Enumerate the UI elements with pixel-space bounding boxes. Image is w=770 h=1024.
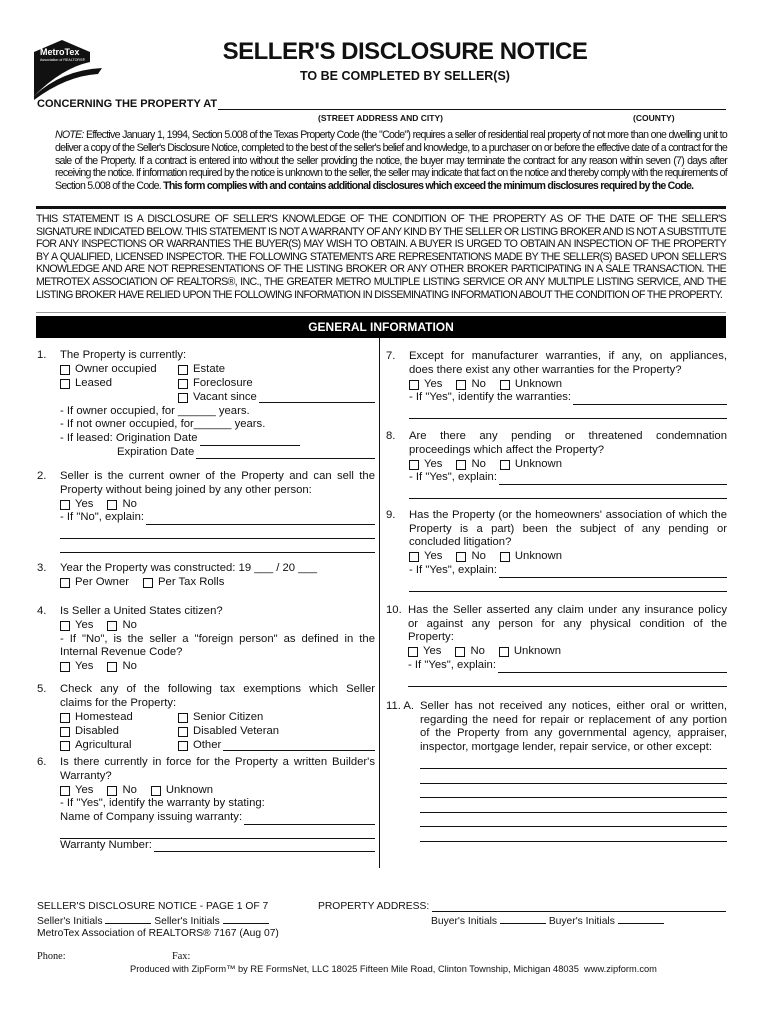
field-label: - If "Yes", explain: [409, 471, 497, 484]
item-number: 1. [37, 349, 47, 361]
street-address-label: (STREET ADDRESS AND CITY) [318, 113, 443, 123]
item-number: 11. A. [386, 700, 415, 712]
checkbox-option[interactable] [178, 377, 296, 391]
checkbox-option[interactable] [107, 498, 136, 512]
checkbox-option[interactable] [107, 784, 136, 798]
item-text: - If "No", is the seller a "foreign person" as defined in the [60, 632, 375, 645]
checkbox-label: Yes [75, 660, 94, 673]
checkbox-option[interactable] [455, 645, 484, 659]
item-text: Property: [408, 631, 454, 644]
note-paragraph [55, 129, 727, 193]
checkbox-option[interactable] [178, 363, 296, 377]
checkbox[interactable] [456, 460, 466, 470]
item-text: Has the Property (or the homeowners' association of which the [409, 509, 727, 521]
item-text: claims for the Property: [60, 696, 177, 709]
item-blank-row [60, 811, 375, 825]
checkbox-option[interactable] [107, 619, 136, 633]
seller-initials-label: Seller's Initials [154, 916, 220, 927]
item-text: Property is a part) been the subject of any pending or [409, 522, 727, 535]
item-text: proceedings which affect the Property? [409, 443, 605, 456]
text-field[interactable] [200, 435, 300, 446]
form-item-3 [37, 562, 375, 590]
checkbox-option[interactable] [500, 550, 562, 564]
form-item-5 [37, 683, 375, 752]
field-label: - If "Yes", explain: [409, 564, 497, 577]
checkbox[interactable] [456, 380, 466, 390]
text-field[interactable] [573, 394, 727, 405]
text-field-line[interactable] [420, 787, 727, 798]
checkbox-label: Foreclosure [193, 376, 253, 389]
checkbox-label: Per Owner [75, 575, 129, 588]
form-item-2 [37, 470, 375, 553]
form-item-8 [386, 430, 727, 499]
checkbox-label: No [122, 783, 137, 796]
footer-property-address-field[interactable] [432, 901, 726, 912]
checkbox-option[interactable] [60, 576, 129, 590]
text-field-line[interactable] [409, 408, 727, 419]
checkbox[interactable] [408, 647, 418, 657]
checkbox[interactable] [60, 786, 70, 796]
checkbox-label: Owner occupied [75, 362, 157, 375]
column-divider [379, 338, 380, 868]
text-field[interactable] [498, 662, 727, 673]
checkbox-row [408, 645, 727, 659]
text-field-line[interactable] [60, 828, 375, 839]
item-text: Seller has not received any notices, either oral or written, [420, 700, 727, 712]
item-text: Seller is the current owner of the Property and can sell the [60, 470, 375, 482]
text-field-line[interactable] [420, 773, 727, 784]
note-bold-text: This form complies with and contains additional disclosures which exceed the minimum disclosures required by the Code. [163, 180, 694, 193]
checkbox-option[interactable] [60, 619, 93, 633]
checkbox[interactable] [178, 713, 188, 723]
form-item-11 [386, 700, 727, 842]
checkbox-option[interactable] [500, 378, 562, 392]
item-text: Is there currently in force for the Property a written Builder's [60, 756, 375, 768]
checkbox-label: Yes [75, 783, 94, 796]
footer-property-address [318, 901, 726, 912]
field-label: - If "Yes", explain: [408, 659, 496, 672]
checkbox-option[interactable] [60, 711, 178, 725]
note-label: NOTE: [55, 129, 84, 141]
item-number: 6. [37, 756, 47, 768]
checkbox-option[interactable] [456, 378, 485, 392]
item-blank-row [60, 839, 375, 853]
disclosure-statement: THIS STATEMENT IS A DISCLOSURE OF SELLER'S KNOWLEDGE OF THE CONDITION OF THE PROPERTY AS OF THE DATE OF THE SELLER'S SIGNATURE INDICATED BELOW. THIS STATEMENT IS NOT A WARRANTY OF ANY KIND BY THE SELLER OR LISTING BROKER AND IS NOT A SUBSTITUTE FOR ANY INSPECTIONS OR WARRANTIES THE BUYER(S) MAY WISH TO OBTAIN. A BUYER IS URGED TO OBTAIN AN INSPECTION OF THE PROPERTY BY A QUALIFIED, LICENSED INSPECTOR. THE FOLLOWING STATEMENTS ARE REPRESENTATIONS MADE BY THE SELLER(S) BASED UPON SELLER'S KNOWLEDGE AND ARE NOT REPRESENTATIONS OF THE LISTING BROKER OR ANY OTHER BROKER PARTICIPATING IN A SALE TRANSACTION. THE METROTEX ASSOCIATION OF REALTORS®, INC., THE GREATER METRO MULTIPLE LISTING SERVICE OR ANY MULTIPLE LISTING SERVICE, AND THE LISTING BROKER HAVE RELIED UPON THE FOLLOWING INFORMATION IN DISSEMINATING INFORMATION ABOUT THE CONDITION OF THE PROPERTY. [36, 213, 726, 301]
item-blank-row [408, 659, 727, 673]
item-text: regarding the need for repair or replacement of any portion [420, 713, 727, 726]
checkbox-label: No [122, 497, 137, 510]
checkbox[interactable] [500, 552, 510, 562]
checkbox-label: Disabled Veteran [193, 724, 280, 737]
item-blank-row [60, 511, 375, 525]
item-text: Property without being joined by any other person: [60, 483, 312, 496]
field-label: - If "No", explain: [60, 511, 144, 524]
checkbox[interactable] [60, 365, 70, 375]
text-field-line[interactable] [420, 758, 727, 769]
checkbox-label: Disabled [75, 724, 119, 737]
property-address-field[interactable] [218, 109, 726, 110]
checkbox-row [60, 724, 375, 738]
item-text: Internal Revenue Code? [60, 646, 183, 659]
text-field-line[interactable] [408, 676, 727, 687]
item-blank-row [409, 391, 727, 405]
checkbox-label: Unknown [514, 457, 562, 470]
checkbox-label: Yes [424, 457, 443, 470]
checkbox-label: Leased [75, 376, 113, 389]
item-text: Check any of the following tax exemptions which Seller [60, 683, 375, 695]
checkbox-label: Unknown [165, 783, 213, 796]
item-text: Are there any pending or threatened condemnation [409, 430, 727, 442]
form-item-10 [386, 604, 727, 687]
text-field[interactable] [146, 514, 375, 525]
checkbox-option[interactable] [60, 660, 93, 674]
form-item-7 [386, 350, 727, 419]
concerning-label: CONCERNING THE PROPERTY AT [37, 98, 218, 110]
checkbox-label: Homestead [75, 710, 133, 723]
item-number: 4. [37, 605, 47, 617]
text-field-line[interactable] [60, 528, 375, 539]
text-field-line[interactable] [420, 802, 727, 813]
item-text: concluded litigation? [409, 536, 512, 549]
field-label: Warranty Number: [60, 838, 152, 851]
checkbox-row [60, 363, 375, 377]
item-text: Except for manufacturer warranties, if any, on appliances, [409, 350, 727, 362]
checkbox[interactable] [500, 460, 510, 470]
buyer-initials-field[interactable] [618, 914, 664, 924]
field-label: - If leased: Origination Date [60, 432, 198, 445]
field-label: - If "Yes", identify the warranties: [409, 391, 572, 404]
checkbox-label: No [122, 618, 137, 631]
checkbox[interactable] [409, 460, 419, 470]
text-field-line[interactable] [420, 816, 727, 827]
checkbox[interactable] [456, 552, 466, 562]
item-text: Year the Property was constructed: 19 ___ / 20 ___ [60, 561, 318, 574]
phone-label: Phone: [37, 951, 66, 962]
checkbox-label: No [471, 457, 486, 470]
checkbox-option[interactable] [178, 711, 296, 725]
produced-by [130, 964, 657, 974]
checkbox-label: Unknown [513, 645, 561, 658]
checkbox-label: No [471, 377, 486, 390]
text-field-line[interactable] [409, 488, 727, 499]
item-blank-row [60, 446, 375, 460]
checkbox-label: Yes [424, 377, 443, 390]
seller-initials-row [37, 914, 269, 927]
item-number: 5. [37, 683, 47, 695]
checkbox-row [60, 377, 375, 391]
checkbox[interactable] [178, 741, 188, 751]
checkbox-option[interactable] [60, 363, 178, 377]
checkbox-row [409, 377, 727, 391]
buyer-initials-row [431, 914, 664, 927]
checkbox-label: No [470, 645, 485, 658]
checkbox-option[interactable] [151, 784, 213, 798]
checkbox[interactable] [60, 500, 70, 510]
checkbox-option[interactable] [456, 458, 485, 472]
text-field-line[interactable] [409, 581, 727, 592]
buyer-initials-label: Buyer's Initials [431, 916, 498, 927]
item-text: Has the Seller asserted any claim under any insurance policy [408, 604, 727, 616]
checkbox-option[interactable] [500, 458, 562, 472]
checkbox-label: Unknown [514, 550, 562, 563]
item-text: - If "Yes", identify the warranty by stating: [60, 797, 265, 810]
divider [36, 206, 726, 209]
item-number: 10. [386, 604, 402, 616]
checkbox[interactable] [178, 727, 188, 737]
checkbox-row [60, 497, 375, 511]
checkbox-row [60, 391, 375, 405]
checkbox-option[interactable] [107, 660, 136, 674]
checkbox-row [60, 660, 375, 674]
checkbox-label: Yes [423, 645, 442, 658]
footer-page-label: SELLER'S DISCLOSURE NOTICE - PAGE 1 OF 7 [37, 901, 269, 912]
checkbox-option[interactable] [178, 725, 296, 739]
checkbox[interactable] [499, 647, 509, 657]
checkbox-option[interactable] [143, 576, 224, 590]
checkbox[interactable] [409, 380, 419, 390]
checkbox-label: Senior Citizen [193, 710, 264, 723]
checkbox[interactable] [60, 379, 70, 389]
seller-initials-field[interactable] [223, 914, 269, 924]
checkbox-row [60, 738, 375, 752]
text-field[interactable] [223, 740, 375, 751]
checkbox-option[interactable] [60, 725, 178, 739]
produced-text: Produced with ZipForm™ by RE FormsNet, LLC 18025 Fifteen Mile Road, Clinton Township, Michigan 48035 [130, 964, 579, 974]
item-number: 9. [386, 509, 396, 521]
note-text: Effective January 1, 1994, Section 5.008 of the Texas Property Code (the "Code") requires a seller of residential real property of not more than one dwelling unit to deliver a copy of the Seller's Disclosure Notice, completed to the best of the seller's belief and knowledge, to a purchaser on or before the effective date of a contract for the sale of the Property. If a contract is entered into without the seller providing the notice, the buyer may terminate the contract for any reason within seven (7) days after receiving the notice. If information required by the notice is unknown to the seller, the seller may indicate that fact on the notice and thereby comply with the requirements of Section 5.008 of the Code. [55, 129, 727, 193]
footer-association: MetroTex Association of REALTORS® 7167 (Aug 07) [37, 928, 279, 939]
item-text: of the Property from any governmental agency, appraiser, [420, 727, 727, 740]
checkbox-label: Per Tax Rolls [158, 575, 225, 588]
text-field[interactable] [499, 474, 727, 485]
checkbox-label: No [122, 660, 137, 673]
checkbox[interactable] [107, 621, 117, 631]
checkbox[interactable] [178, 393, 188, 403]
text-field[interactable] [196, 448, 375, 459]
checkbox-row [409, 457, 727, 471]
form-item-6 [37, 756, 375, 852]
property-address-label: PROPERTY ADDRESS: [318, 901, 430, 912]
item-blank-row [409, 564, 727, 578]
checkbox-option[interactable] [60, 377, 178, 391]
checkbox-label: Other [193, 738, 222, 751]
checkbox[interactable] [178, 365, 188, 375]
checkbox[interactable] [60, 727, 70, 737]
field-label: Name of Company issuing warranty: [60, 811, 243, 824]
checkbox[interactable] [500, 380, 510, 390]
text-field[interactable] [259, 392, 375, 403]
item-text: Warranty? [60, 769, 112, 782]
text-field[interactable] [499, 567, 727, 578]
item-blank-row [409, 471, 727, 485]
zipform-link[interactable]: www.zipform.com [584, 964, 657, 974]
checkbox-option[interactable] [409, 378, 442, 392]
checkbox-label: Vacant since [193, 390, 257, 403]
item-number: 2. [37, 470, 47, 482]
item-number: 7. [386, 350, 396, 362]
text-field-line[interactable] [420, 831, 727, 842]
checkbox-option[interactable] [456, 550, 485, 564]
checkbox-label: Yes [75, 497, 94, 510]
form-item-1 [37, 349, 375, 459]
checkbox[interactable] [455, 647, 465, 657]
checkbox-label: Yes [75, 618, 94, 631]
item-text: inspector, mortgage lender, repair service, or other except: [420, 741, 712, 754]
checkbox[interactable] [409, 552, 419, 562]
checkbox-option[interactable] [409, 458, 442, 472]
checkbox-label: No [471, 550, 486, 563]
checkbox-option[interactable] [408, 645, 441, 659]
checkbox[interactable] [151, 786, 161, 796]
divider [36, 312, 726, 313]
section-header-general-information: GENERAL INFORMATION [36, 316, 726, 338]
item-text: or against any person for any physical condition of the [408, 617, 727, 630]
checkbox[interactable] [107, 500, 117, 510]
item-text: The Property is currently: [60, 348, 187, 361]
checkbox[interactable] [60, 741, 70, 751]
checkbox[interactable] [60, 662, 70, 672]
checkbox-option[interactable] [499, 645, 561, 659]
item-text: - If not owner occupied, for______ years. [60, 418, 266, 431]
checkbox[interactable] [178, 379, 188, 389]
checkbox-option[interactable] [60, 784, 93, 798]
checkbox[interactable] [107, 786, 117, 796]
checkbox-option[interactable] [178, 391, 375, 405]
checkbox-label: Unknown [514, 377, 562, 390]
checkbox[interactable] [107, 662, 117, 672]
field-label: Expiration Date [117, 445, 195, 458]
checkbox[interactable] [143, 578, 153, 588]
item-blank-row [60, 432, 375, 446]
checkbox[interactable] [60, 713, 70, 723]
item-text: does there exist any other warranties for the Property? [409, 363, 682, 376]
item-text: Is Seller a United States citizen? [60, 604, 223, 617]
checkbox-label: Agricultural [75, 738, 132, 751]
text-field[interactable] [244, 814, 375, 825]
checkbox-option[interactable] [409, 550, 442, 564]
item-text: - If owner occupied, for ______ years. [60, 404, 250, 417]
text-field-line[interactable] [60, 542, 375, 553]
checkbox-option[interactable] [60, 498, 93, 512]
page-subtitle: TO BE COMPLETED BY SELLER(S) [300, 69, 510, 83]
form-item-4 [37, 605, 375, 674]
checkbox-row [409, 550, 727, 564]
checkbox-row [60, 576, 375, 590]
seller-initials-field[interactable] [105, 914, 151, 924]
checkbox-option[interactable] [60, 739, 178, 753]
svg-text:MetroTex: MetroTex [40, 47, 80, 57]
checkbox-row [60, 783, 375, 797]
form-item-9 [386, 509, 727, 592]
item-number: 8. [386, 430, 396, 442]
svg-text:Association of REALTORS®: Association of REALTORS® [40, 58, 86, 62]
fax-label: Fax: [172, 951, 191, 962]
checkbox-row [60, 619, 375, 633]
checkbox[interactable] [60, 621, 70, 631]
checkbox-option[interactable] [178, 739, 375, 753]
checkbox-row [60, 710, 375, 724]
buyer-initials-field[interactable] [500, 914, 546, 924]
checkbox[interactable] [60, 578, 70, 588]
checkbox-label: Yes [424, 550, 443, 563]
checkbox-label: Estate [193, 362, 226, 375]
county-label: (COUNTY) [633, 113, 675, 123]
text-field[interactable] [154, 841, 375, 852]
page-title: SELLER'S DISCLOSURE NOTICE [222, 38, 588, 65]
seller-initials-label: Seller's Initials [37, 916, 103, 927]
item-number: 3. [37, 562, 47, 574]
buyer-initials-label: Buyer's Initials [548, 916, 615, 927]
